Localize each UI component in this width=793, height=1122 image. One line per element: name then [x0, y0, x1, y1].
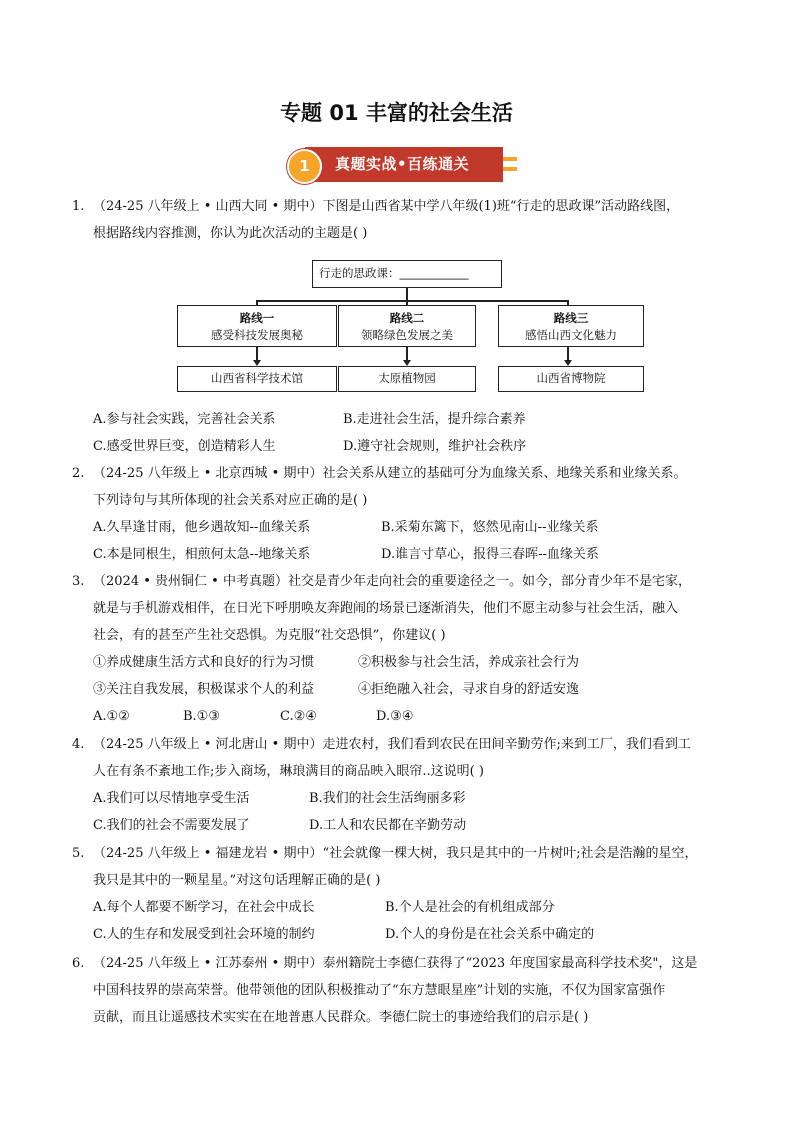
option-a[interactable]: A.久旱逢甘雨，他乡遇故知--血缘关系 — [93, 520, 311, 535]
statement-2: ②积极参与社会生活，养成亲社会行为 — [358, 655, 580, 670]
question-line: 人在有条不紊地工作;步入商场，琳琅满目的商品映入眼帘..这说明( ) — [93, 764, 484, 779]
page-title: 专题 01 丰富的社会生活 — [280, 101, 513, 125]
question-6 — [72, 950, 732, 1031]
question-number: 5. — [72, 846, 85, 861]
question-2 — [72, 460, 732, 514]
question-number: 3. — [72, 574, 85, 589]
option-d[interactable]: D.遵守社会规则，维护社会秩序 — [343, 439, 527, 454]
route-name: 路线一 — [239, 311, 275, 325]
option-c[interactable]: C.②④ — [280, 709, 317, 724]
option-b[interactable]: B.个人是社会的有机组成部分 — [385, 900, 555, 915]
option-a[interactable]: A.每个人都要不断学习，在社会中成长 — [93, 900, 315, 915]
banner-text: 真题实战•百练通关 — [335, 155, 470, 173]
question-5 — [72, 840, 732, 894]
connector — [567, 347, 569, 361]
destination-box-2: 太原植物园 — [338, 366, 476, 392]
question-3 — [72, 568, 732, 649]
question-line: 中国科技界的崇高荣誉。他带领他的团队积极推动了“东方慧眼星座”计划的实施，不仅为国家富强作 — [93, 983, 666, 998]
option-a[interactable]: A.①② — [93, 709, 130, 724]
option-a[interactable]: A.我们可以尽情地享受生活 — [93, 791, 250, 806]
question-line: （2024 • 贵州铜仁 • 中考真题）社交是青少年走向社会的重要途径之一。如今，部分青少年不是宅家， — [93, 574, 691, 589]
section-banner — [287, 147, 519, 183]
destination-box-1: 山西省科学技术馆 — [177, 366, 337, 392]
question-line: （24-25 八年级上 • 江苏泰州 • 期中）泰州籍院士李德仁获得了“2023 年度国家最高科学技术奖"，这是 — [93, 956, 698, 971]
question-line: 我只是其中的一颗星星。”对这句话理解正确的是( ) — [93, 873, 381, 888]
question-line: 根据路线内容推测，你认为此次活动的主题是( ) — [93, 226, 368, 241]
connector — [406, 347, 408, 361]
question-number: 6. — [72, 956, 85, 971]
question-line: （24-25 八年级上 • 北京西城 • 期中）社会关系从建立的基础可分为血缘关系、地缘关系和业缘关系。 — [93, 466, 687, 481]
route-desc: 领略绿色发展之美 — [361, 328, 453, 342]
question-line: 社会，有的甚至产生社交恐惧。为克服“社交恐惧”，你建议( ) — [93, 628, 446, 643]
option-c[interactable]: C.我们的社会不需要发展了 — [93, 818, 250, 833]
route-box-2 — [338, 305, 476, 347]
question-number: 1. — [72, 199, 85, 214]
banner-stripe — [503, 157, 517, 161]
diagram-top-box: 行走的思政课：____________ — [312, 260, 502, 288]
statement-1: ①养成健康生活方式和良好的行为习惯 — [93, 655, 315, 670]
route-box-3 — [498, 305, 644, 347]
option-a[interactable]: A.参与社会实践，完善社会关系 — [93, 412, 276, 427]
question-4 — [72, 731, 732, 785]
destination-box-3: 山西省博物院 — [498, 366, 644, 392]
question-number: 2. — [72, 466, 85, 481]
question-1 — [72, 193, 732, 247]
route-name: 路线三 — [553, 311, 589, 325]
option-d[interactable]: D.③④ — [376, 709, 414, 724]
option-c[interactable]: C.人的生存和发展受到社会环境的制约 — [93, 927, 315, 942]
connector — [256, 300, 568, 302]
question-line: 就是与手机游戏相伴，在日光下呼朋唤友奔跑闹的场景已逐渐消失，他们不愿主动参与社会生活，融入 — [93, 601, 679, 616]
statement-4: ④拒绝融入社会，寻求自身的舒适安逸 — [358, 682, 580, 697]
question-line: 下列诗句与其所体现的社会关系对应正确的是( ) — [93, 493, 368, 508]
option-b[interactable]: B.采菊东篱下，悠然见南山--业缘关系 — [381, 520, 599, 535]
option-b[interactable]: B.我们的社会生活绚丽多彩 — [309, 791, 466, 806]
banner-number: 1 — [287, 149, 322, 184]
option-b[interactable]: B.走进社会生活，提升综合素养 — [343, 412, 526, 427]
connector — [256, 347, 258, 361]
option-b[interactable]: B.①③ — [183, 709, 220, 724]
option-d[interactable]: D.个人的身份是在社会关系中确定的 — [385, 927, 595, 942]
question-line: 贡献，而且让遥感技术实实在在地普惠人民群众。李德仁院士的事迹给我们的启示是( ) — [93, 1010, 589, 1025]
option-d[interactable]: D.工人和农民都在辛勤劳动 — [309, 818, 467, 833]
question-line: （24-25 八年级上 • 山西大同 • 期中）下图是山西省某中学八年级(1)班“行走的思政课”活动路线图， — [93, 199, 680, 214]
question-number: 4. — [72, 737, 85, 752]
question-line: （24-25 八年级上 • 河北唐山 • 期中）走进农村，我们看到农民在田间辛勤劳作;来到工厂，我们看到工 — [93, 737, 691, 752]
statement-3: ③关注自我发展，积极谋求个人的利益 — [93, 682, 315, 697]
option-c[interactable]: C.感受世界巨变，创造精彩人生 — [93, 439, 276, 454]
option-c[interactable]: C.本是同根生，相煎何太急--地缘关系 — [93, 547, 311, 562]
route-box-1 — [177, 305, 337, 347]
route-desc: 感受科技发展奥秘 — [211, 328, 303, 342]
route-desc: 感悟山西文化魅力 — [525, 328, 617, 342]
option-d[interactable]: D.谁言寸草心，报得三春晖--血缘关系 — [381, 547, 599, 562]
route-name: 路线二 — [389, 311, 425, 325]
question-line: （24-25 八年级上 • 福建龙岩 • 期中）“社会就像一棵大树，我只是其中的一片树叶;社会是浩瀚的星空， — [93, 846, 698, 861]
banner-stripe — [503, 167, 517, 171]
